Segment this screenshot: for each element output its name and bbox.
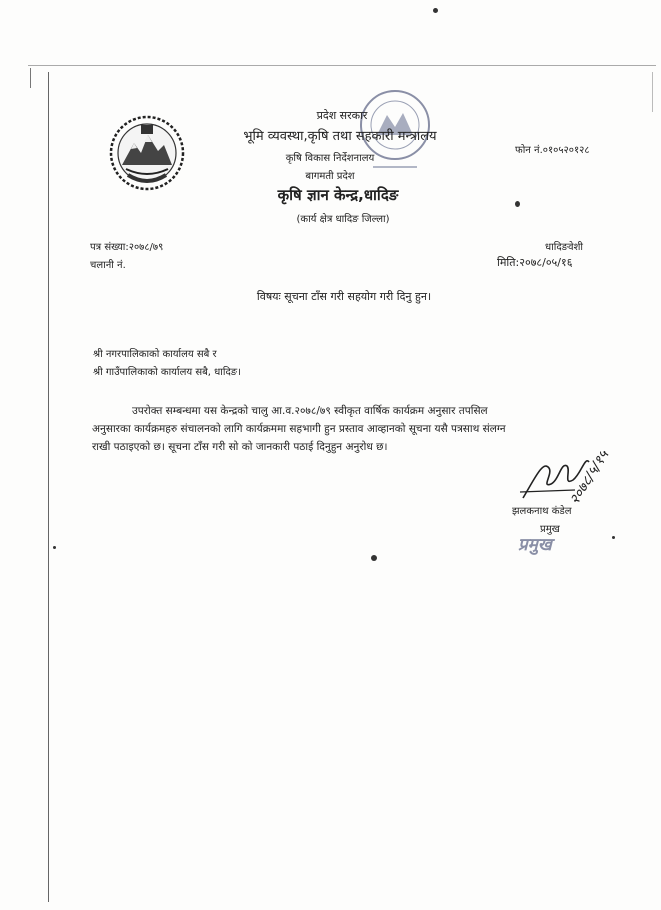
designation-stamp: प्रमुख — [518, 535, 552, 555]
letterhead-office-name: कृषि ज्ञान केन्द्र,धादिङ — [277, 186, 399, 204]
scan-speck — [371, 555, 377, 561]
scan-border-top — [28, 65, 656, 66]
scan-border-left — [48, 72, 49, 902]
letter-body-line-2: अनुसारका कार्यक्रमहरु संचालनको लागि कार्यक्रममा सहभागी हुन प्रस्ताव आव्हानको सूचना यसै पत्रसाथ संलग्न — [92, 423, 506, 435]
letterhead-province-government: प्रदेश सरकार — [316, 109, 368, 122]
letterhead-work-area: (कार्य क्षेत्र धादिङ जिल्ला) — [296, 214, 390, 225]
signatory-name: झलकनाथ कंडेल — [512, 506, 572, 517]
scan-speck — [515, 201, 520, 207]
letter-subject: विषयः सूचना टाँस गरी सहयोग गरी दिनु हुन। — [256, 290, 432, 303]
letterhead-province: बागमती प्रदेश — [305, 171, 355, 182]
letterhead-ministry: भूमि व्यवस्था,कृषि तथा सहकारी मन्त्रालय — [243, 129, 437, 144]
letter-body-line-1: उपरोक्त सम्बन्धमा यस केन्द्रको चालु आ.व.२०७८/७९ स्वीकृत वार्षिक कार्यक्रम अनुसार तपसिल — [132, 405, 488, 417]
scan-speck — [612, 536, 615, 539]
phone-number: फोन नं.०१०५२०१२८ — [515, 145, 590, 156]
letter-reference-number: पत्र संख्या:२०७८/७९ — [90, 242, 164, 253]
nepal-emblem-logo — [108, 113, 186, 193]
scan-border-left-outer — [30, 68, 31, 88]
handwritten-date: २०७८/५/१५ — [566, 447, 613, 508]
recipient-line-2: श्री गाउँपालिकाको कार्यालय सबै, धादिङ। — [93, 367, 241, 378]
scan-speck — [433, 8, 438, 13]
recipient-line-1: श्री नगरपालिकाको कार्यालय सबै र — [93, 349, 217, 360]
letter-body-line-3: राखी पठाइएको छ। सूचना टाँस गरी सो को जानकारी पठाई दिनुहुन अनुरोध छ। — [92, 441, 388, 453]
letter-date: मिति:२०७८/०५/१६ — [497, 256, 573, 269]
letterhead-directorate: कृषि विकास निर्देशनालय — [285, 153, 375, 164]
scan-border-right — [652, 72, 653, 112]
dispatch-number: चलानी नं. — [90, 260, 126, 271]
letter-place: धादिङवेशी — [545, 242, 583, 253]
scan-speck — [53, 546, 56, 549]
signatory-title: प्रमुख — [540, 524, 560, 535]
